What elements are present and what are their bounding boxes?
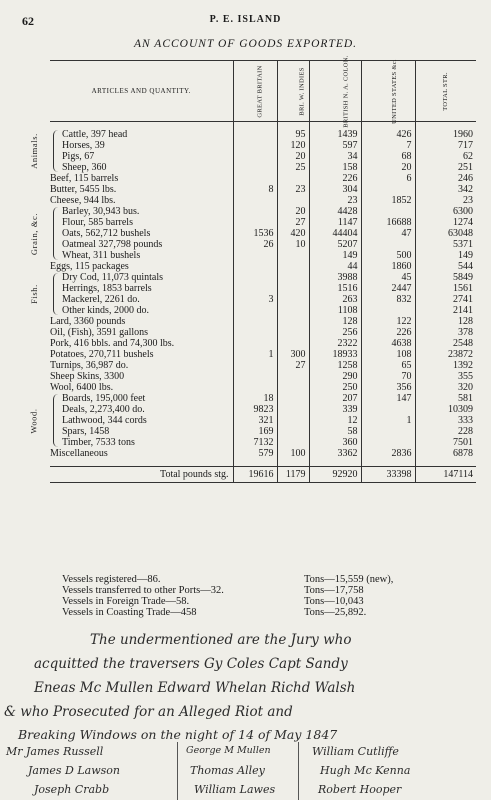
value-cell-bna: 256	[309, 327, 361, 338]
article-cell: Oil, (Fish), 3591 gallons	[50, 327, 149, 338]
value-cell-total: 228	[415, 426, 476, 437]
value-cell-bna: 1108	[309, 305, 361, 316]
value-cell-gb	[233, 360, 277, 371]
value-cell-bwi	[277, 327, 309, 338]
table-row	[50, 173, 476, 184]
table-row	[50, 316, 476, 327]
value-cell-bwi: 120	[277, 140, 309, 151]
table-row	[50, 162, 476, 173]
group-brace	[53, 207, 59, 260]
value-cell-bna: 4428	[309, 206, 361, 217]
value-cell-total: 1392	[415, 360, 476, 371]
juror-signature: Hugh Mc Kenna	[320, 764, 411, 777]
value-cell-us: 6	[361, 173, 415, 184]
value-cell-us	[361, 206, 415, 217]
value-cell-bwi	[277, 393, 309, 404]
vessels-summary	[62, 574, 462, 618]
value-cell-bwi	[277, 371, 309, 382]
total-cell-total: 147114	[415, 467, 476, 483]
value-cell-bwi	[277, 426, 309, 437]
value-cell-bwi	[277, 415, 309, 426]
value-cell-bna: 3362	[309, 448, 361, 459]
total-cell-gb: 19616	[233, 467, 277, 483]
value-cell-us: 2836	[361, 448, 415, 459]
value-cell-gb	[233, 261, 277, 272]
value-cell-gb	[233, 162, 277, 173]
table-row	[50, 338, 476, 349]
vessels-row	[62, 574, 462, 585]
article-cell: Other kinds, 2000 do.	[62, 305, 149, 316]
table-row	[50, 415, 476, 426]
article-cell: Sheep Skins, 3300	[50, 371, 125, 382]
juror-signature: Robert Hooper	[318, 783, 402, 796]
vessels-tons: Tons—15,559 (new),	[304, 574, 394, 585]
article-cell: Eggs, 115 packages	[50, 261, 129, 272]
value-cell-bna: 23	[309, 195, 361, 206]
value-cell-bna: 263	[309, 294, 361, 305]
value-cell-total: 2548	[415, 338, 476, 349]
total-cell-bwi: 1179	[277, 467, 309, 483]
value-cell-us: 2447	[361, 283, 415, 294]
value-cell-bwi	[277, 294, 309, 305]
article-cell: Deals, 2,273,400 do.	[62, 404, 145, 415]
value-cell-bna: 58	[309, 426, 361, 437]
value-cell-bwi: 20	[277, 206, 309, 217]
value-cell-bwi	[277, 272, 309, 283]
article-cell: Boards, 195,000 feet	[62, 393, 146, 404]
value-cell-total: 23	[415, 195, 476, 206]
vessels-tons: Tons—10,043	[304, 596, 364, 607]
value-cell-bna: 304	[309, 184, 361, 195]
col-header-bri-w-indies: BRI. W. INDIES	[277, 61, 309, 122]
table-row	[50, 250, 476, 261]
juror-signature: Thomas Alley	[190, 764, 265, 777]
value-cell-bna: 1258	[309, 360, 361, 371]
handwritten-line: Eneas Mc Mullen Edward Whelan Richd Walsh	[34, 680, 356, 696]
value-cell-total: 63048	[415, 228, 476, 239]
article-cell: Barley, 30,943 bus.	[62, 206, 140, 217]
value-cell-bwi: 95	[277, 129, 309, 140]
table-row	[50, 283, 476, 294]
value-cell-gb	[233, 316, 277, 327]
value-cell-bwi	[277, 173, 309, 184]
value-cell-total: 378	[415, 327, 476, 338]
value-cell-bwi	[277, 338, 309, 349]
value-cell-gb	[233, 371, 277, 382]
value-cell-bwi	[277, 305, 309, 316]
value-cell-us	[361, 426, 415, 437]
value-cell-bwi	[277, 316, 309, 327]
value-cell-bwi	[277, 382, 309, 393]
value-cell-bna: 1147	[309, 217, 361, 228]
vessels-row	[62, 585, 462, 596]
col-header-great-britain: GREAT BRITAIN	[233, 61, 277, 122]
value-cell-bna: 290	[309, 371, 361, 382]
article-cell: Dry Cod, 11,073 quintals	[62, 272, 164, 283]
table-row	[50, 371, 476, 382]
table-row	[50, 272, 476, 283]
value-cell-gb	[233, 338, 277, 349]
value-cell-total: 5849	[415, 272, 476, 283]
table-row	[50, 206, 476, 217]
value-cell-bna: 597	[309, 140, 361, 151]
page-header	[0, 14, 491, 30]
table-row	[50, 327, 476, 338]
value-cell-bna: 250	[309, 382, 361, 393]
handwritten-line: acquitted the traversers Gy Coles Capt Sandy	[34, 656, 348, 672]
value-cell-gb	[233, 250, 277, 261]
value-cell-us: 500	[361, 250, 415, 261]
total-label: Total pounds stg.	[50, 467, 233, 483]
article-cell: Herrings, 1853 barrels	[62, 283, 152, 294]
value-cell-gb	[233, 129, 277, 140]
article-cell: Oatmeal 327,798 pounds	[62, 239, 163, 250]
value-cell-us: 1	[361, 415, 415, 426]
total-row	[50, 467, 476, 483]
value-cell-total: 717	[415, 140, 476, 151]
group-label-fish: Fish.	[29, 284, 39, 304]
vessels-label: Vessels transferred to other Ports—32.	[62, 585, 224, 596]
article-cell: Flour, 585 barrels	[62, 217, 133, 228]
goods-exported-table	[50, 55, 476, 483]
value-cell-bwi: 23	[277, 184, 309, 195]
value-cell-bwi: 420	[277, 228, 309, 239]
signature-divider	[177, 742, 178, 800]
table-header-row	[50, 61, 476, 122]
value-cell-bwi	[277, 250, 309, 261]
value-cell-bna: 44	[309, 261, 361, 272]
value-cell-us: 426	[361, 129, 415, 140]
total-cell-bna: 92920	[309, 467, 361, 483]
juror-signature: William Lawes	[194, 783, 276, 796]
value-cell-bna: 226	[309, 173, 361, 184]
juror-signature: George M Mullen	[186, 745, 271, 756]
article-cell: Lathwood, 344 cords	[62, 415, 147, 426]
value-cell-total: 2141	[415, 305, 476, 316]
article-cell: Potatoes, 270,711 bushels	[50, 349, 154, 360]
value-cell-gb: 321	[233, 415, 277, 426]
value-cell-us: 1860	[361, 261, 415, 272]
value-cell-total: 62	[415, 151, 476, 162]
col-header-british-na-colon: BRITISH N. A. COLON.	[309, 61, 361, 122]
vessels-row	[62, 596, 462, 607]
table-row	[50, 305, 476, 316]
table-row	[50, 228, 476, 239]
value-cell-total: 6300	[415, 206, 476, 217]
article-cell: Timber, 7533 tons	[62, 437, 135, 448]
value-cell-gb: 169	[233, 426, 277, 437]
value-cell-total: 355	[415, 371, 476, 382]
value-cell-us: 20	[361, 162, 415, 173]
table-row	[50, 184, 476, 195]
table-row	[50, 294, 476, 305]
article-cell: Beef, 115 barrels	[50, 173, 119, 184]
value-cell-us: 147	[361, 393, 415, 404]
value-cell-gb	[233, 195, 277, 206]
article-cell: Sheep, 360	[62, 162, 107, 173]
value-cell-bna: 1516	[309, 283, 361, 294]
value-cell-gb: 1536	[233, 228, 277, 239]
group-brace	[53, 273, 59, 315]
value-cell-total: 2741	[415, 294, 476, 305]
handwritten-line: Breaking Windows on the night of 14 of May 1847	[18, 727, 338, 742]
value-cell-us: 122	[361, 316, 415, 327]
value-cell-gb: 579	[233, 448, 277, 459]
value-cell-us: 7	[361, 140, 415, 151]
table-row	[50, 426, 476, 437]
value-cell-total: 581	[415, 393, 476, 404]
value-cell-us: 16688	[361, 217, 415, 228]
value-cell-gb: 18	[233, 393, 277, 404]
article-cell: Oats, 562,712 bushels	[62, 228, 151, 239]
value-cell-total: 333	[415, 415, 476, 426]
article-cell: Mackerel, 2261 do.	[62, 294, 140, 305]
value-cell-bna: 158	[309, 162, 361, 173]
value-cell-gb: 3	[233, 294, 277, 305]
value-cell-gb	[233, 151, 277, 162]
value-cell-bna: 34	[309, 151, 361, 162]
juror-signature: Joseph Crabb	[34, 783, 110, 796]
value-cell-bna: 18933	[309, 349, 361, 360]
value-cell-bwi: 10	[277, 239, 309, 250]
value-cell-bwi: 27	[277, 217, 309, 228]
value-cell-gb	[233, 140, 277, 151]
value-cell-bwi: 300	[277, 349, 309, 360]
value-cell-us	[361, 305, 415, 316]
table-row	[50, 217, 476, 228]
value-cell-us: 832	[361, 294, 415, 305]
value-cell-gb	[233, 305, 277, 316]
value-cell-total: 1960	[415, 129, 476, 140]
value-cell-us	[361, 239, 415, 250]
value-cell-gb: 7132	[233, 437, 277, 448]
page-number: 62	[22, 14, 34, 28]
value-cell-gb	[233, 327, 277, 338]
value-cell-bna: 1439	[309, 129, 361, 140]
article-cell: Cheese, 944 lbs.	[50, 195, 116, 206]
value-cell-total: 7501	[415, 437, 476, 448]
vessels-tons: Tons—25,892.	[304, 607, 367, 618]
table-row	[50, 140, 476, 151]
table-row	[50, 382, 476, 393]
signature-divider	[298, 742, 299, 800]
value-cell-total: 246	[415, 173, 476, 184]
vessels-label: Vessels in Coasting Trade—458	[62, 607, 197, 618]
article-cell: Pork, 416 bbls. and 74,300 lbs.	[50, 338, 175, 349]
value-cell-us: 356	[361, 382, 415, 393]
value-cell-total: 5371	[415, 239, 476, 250]
vessels-label: Vessels in Foreign Trade—58.	[62, 596, 190, 607]
value-cell-us: 65	[361, 360, 415, 371]
value-cell-gb	[233, 382, 277, 393]
col-header-united-states: UNITED STATES &c.	[361, 61, 415, 122]
value-cell-bna: 149	[309, 250, 361, 261]
handwritten-line: The undermentioned are the Jury who	[90, 632, 352, 648]
table-row	[50, 393, 476, 404]
value-cell-bna: 128	[309, 316, 361, 327]
table-row	[50, 195, 476, 206]
juror-signature: William Cutliffe	[312, 745, 399, 758]
group-label-grain: Grain, &c.	[29, 212, 39, 255]
table-row	[50, 360, 476, 371]
table-row	[50, 437, 476, 448]
col-header-articles: ARTICLES AND QUANTITY.	[50, 61, 233, 122]
value-cell-bna: 360	[309, 437, 361, 448]
value-cell-total: 6878	[415, 448, 476, 459]
value-cell-bwi: 20	[277, 151, 309, 162]
table-row	[50, 448, 476, 459]
value-cell-bwi	[277, 283, 309, 294]
value-cell-bwi: 25	[277, 162, 309, 173]
total-cell-us: 33398	[361, 467, 415, 483]
value-cell-total: 544	[415, 261, 476, 272]
article-cell: Spars, 1458	[62, 426, 110, 437]
article-cell: Butter, 5455 lbs.	[50, 184, 117, 195]
value-cell-bwi	[277, 404, 309, 415]
group-brace	[53, 394, 59, 447]
juror-signature: James D Lawson	[28, 764, 120, 777]
article-cell: Horses, 39	[62, 140, 105, 151]
table-row	[50, 239, 476, 250]
table-row	[50, 261, 476, 272]
value-cell-total: 1274	[415, 217, 476, 228]
value-cell-us: 226	[361, 327, 415, 338]
value-cell-gb	[233, 272, 277, 283]
value-cell-total: 128	[415, 316, 476, 327]
value-cell-us	[361, 404, 415, 415]
value-cell-us: 4638	[361, 338, 415, 349]
group-label-animals: Animals.	[29, 133, 40, 169]
article-cell: Cattle, 397 head	[62, 129, 128, 140]
col-header-total: TOTAL STR.	[415, 61, 476, 122]
value-cell-gb	[233, 173, 277, 184]
value-cell-bna: 44404	[309, 228, 361, 239]
value-cell-gb: 8	[233, 184, 277, 195]
value-cell-bna: 339	[309, 404, 361, 415]
table-row	[50, 129, 476, 140]
document-title: AN ACCOUNT OF GOODS EXPORTED.	[133, 38, 358, 50]
handwritten-line: & who Prosecuted for an Alleged Riot and	[4, 704, 293, 720]
article-cell: Miscellaneous	[50, 448, 108, 459]
value-cell-gb	[233, 206, 277, 217]
value-cell-us: 108	[361, 349, 415, 360]
value-cell-total: 1561	[415, 283, 476, 294]
group-label-wood: Wood.	[29, 407, 39, 434]
value-cell-total: 320	[415, 382, 476, 393]
running-head: P. E. ISLAND	[209, 14, 282, 25]
vessels-row	[62, 607, 462, 618]
value-cell-bwi	[277, 261, 309, 272]
table-row	[50, 349, 476, 360]
table-row	[50, 404, 476, 415]
value-cell-bna: 12	[309, 415, 361, 426]
value-cell-us: 47	[361, 228, 415, 239]
value-cell-gb: 9823	[233, 404, 277, 415]
value-cell-us	[361, 437, 415, 448]
table-row	[50, 151, 476, 162]
value-cell-us: 1852	[361, 195, 415, 206]
article-cell: Wheat, 311 bushels	[62, 250, 141, 261]
value-cell-bwi	[277, 195, 309, 206]
value-cell-us: 68	[361, 151, 415, 162]
vessels-label: Vessels registered—86.	[62, 574, 161, 585]
article-cell: Turnips, 36,987 do.	[50, 360, 129, 371]
value-cell-bna: 3988	[309, 272, 361, 283]
article-cell: Pigs, 67	[62, 151, 95, 162]
value-cell-total: 251	[415, 162, 476, 173]
value-cell-bna: 2322	[309, 338, 361, 349]
article-cell: Wool, 6400 lbs.	[50, 382, 114, 393]
vessels-tons: Tons—17,758	[304, 585, 364, 596]
value-cell-us: 70	[361, 371, 415, 382]
juror-signature: Mr James Russell	[6, 745, 104, 758]
value-cell-bwi: 100	[277, 448, 309, 459]
value-cell-total: 342	[415, 184, 476, 195]
table-body	[50, 122, 476, 483]
value-cell-us: 45	[361, 272, 415, 283]
value-cell-bna: 5207	[309, 239, 361, 250]
article-cell: Lard, 3360 pounds	[50, 316, 126, 327]
value-cell-gb: 26	[233, 239, 277, 250]
value-cell-us	[361, 184, 415, 195]
group-brace	[53, 130, 59, 172]
value-cell-total: 23872	[415, 349, 476, 360]
value-cell-bwi: 27	[277, 360, 309, 371]
value-cell-total: 149	[415, 250, 476, 261]
value-cell-gb	[233, 217, 277, 228]
value-cell-total: 10309	[415, 404, 476, 415]
value-cell-gb: 1	[233, 349, 277, 360]
value-cell-gb	[233, 283, 277, 294]
value-cell-bna: 207	[309, 393, 361, 404]
value-cell-bwi	[277, 437, 309, 448]
